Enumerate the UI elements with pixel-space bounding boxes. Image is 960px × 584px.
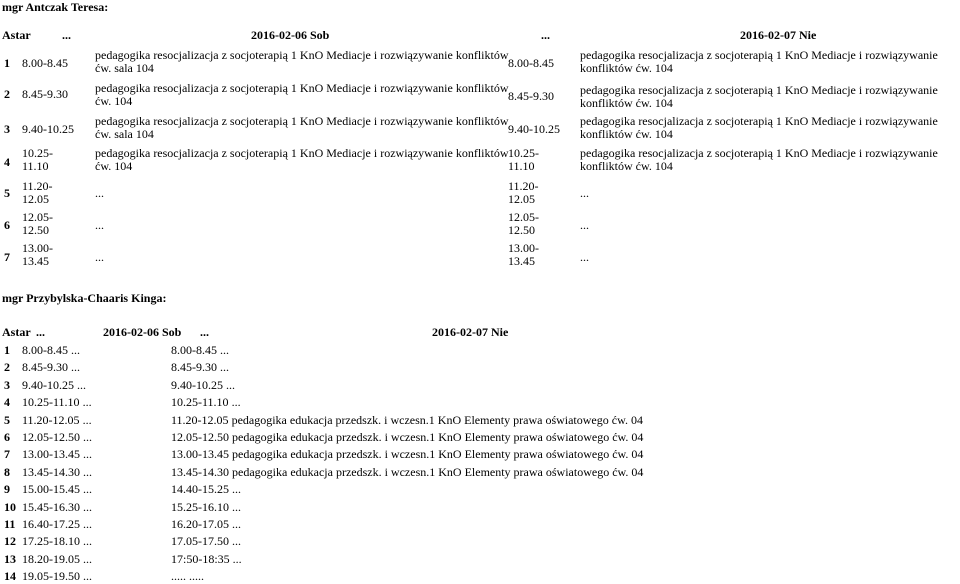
row-number: 6 xyxy=(4,430,10,444)
row-number: 11 xyxy=(4,517,16,531)
time-cell: 15.25-16.10 xyxy=(171,500,229,514)
row-number: 14 xyxy=(4,569,16,583)
header-dots: ... xyxy=(62,28,71,42)
subject-cell: pedagogika edukacja przedszk. i wczesn.1 KnO Elementy prawa oświatowego ćw. 04 xyxy=(232,447,644,461)
time-cell: 13.45-14.30 xyxy=(171,465,229,479)
row-number: 3 xyxy=(4,378,10,392)
time-cell: 17:50-18:35 xyxy=(171,552,230,566)
header-dots: ... xyxy=(200,325,209,339)
time-cell: 10.25-11.10 xyxy=(22,395,80,409)
subject-cell: ... xyxy=(232,534,241,548)
subject-cell: ... xyxy=(83,517,92,531)
row-number: 1 xyxy=(4,343,10,357)
time-cell: 9.40-10.25 xyxy=(508,122,560,136)
day2-slot xyxy=(171,378,235,393)
day1-slot xyxy=(22,482,92,497)
row-number: 7 xyxy=(4,250,10,264)
row-number: 5 xyxy=(4,413,10,427)
day1-slot xyxy=(22,378,86,393)
header-astar: Astar xyxy=(2,28,31,42)
time-cell: 13.00-13.45 xyxy=(22,447,80,461)
day2-slot xyxy=(171,569,204,584)
time-cell: 11.20- 12.05 xyxy=(22,179,53,206)
row-number: 8 xyxy=(4,465,10,479)
subject-cell: pedagogika edukacja przedszk. i wczesn.1 KnO Elementy prawa oświatowego ćw. 04 xyxy=(232,465,644,479)
day2-slot xyxy=(171,430,643,445)
time-cell: 10.25-11.10 xyxy=(171,395,229,409)
row-number: 6 xyxy=(4,218,10,232)
day2-slot xyxy=(171,534,241,549)
subject-cell: ... xyxy=(82,413,92,427)
row-number: 4 xyxy=(4,155,10,169)
subject-cell: ... xyxy=(232,517,241,531)
row-number: 1 xyxy=(4,56,10,70)
day1-slot xyxy=(22,343,80,358)
time-cell: 16.40-17.25 xyxy=(22,517,80,531)
subject-cell: ... xyxy=(220,360,229,374)
subject-cell: pedagogika resocjalizacja z socjoterapią 1 KnO Mediacje i rozwiązywanie konfliktów ćw. 104 xyxy=(580,114,938,141)
subject-cell: ... xyxy=(232,500,241,514)
subject-cell: ... xyxy=(83,465,92,479)
row-number: 7 xyxy=(4,447,10,461)
time-cell: 8.00-8.45 xyxy=(171,343,217,357)
subject-cell: ... xyxy=(83,569,92,583)
time-cell: 8.45-9.30 xyxy=(171,360,217,374)
day1-slot xyxy=(22,534,92,549)
subject-cell: ... xyxy=(77,378,86,392)
subject-cell: ... xyxy=(232,482,241,496)
time-cell: 12.05- 12.50 xyxy=(508,210,539,237)
time-cell: 19.05-19.50 xyxy=(22,569,80,583)
time-cell: 11.20-12.05 xyxy=(22,413,80,427)
subject-cell: pedagogika edukacja przedszk. i wczesn.1 KnO Elementy prawa oświatowego ćw. 04 xyxy=(231,413,643,427)
subject-cell: ... xyxy=(232,552,242,566)
time-cell: 18.20-19.05 xyxy=(22,552,80,566)
teacher-name: mgr Przybylska-Chaaris Kinga: xyxy=(2,291,167,305)
time-cell: 8.00-8.45 xyxy=(22,343,68,357)
subject-cell: ..... xyxy=(189,569,204,583)
time-cell: 13.00- 13.45 xyxy=(508,241,539,268)
time-cell: 10.25- 11.10 xyxy=(22,146,53,173)
row-number: 13 xyxy=(4,552,16,566)
time-cell: 12.05-12.50 xyxy=(22,430,80,444)
day1-slot xyxy=(22,569,92,584)
day1-slot xyxy=(22,430,92,445)
time-cell: 10.25- 11.10 xyxy=(508,146,539,173)
time-cell: 8.45-9.30 xyxy=(508,89,554,103)
time-cell: 9.40-10.25 xyxy=(22,122,74,136)
subject-cell: pedagogika resocjalizacja z socjoterapią 1 KnO Mediacje i rozwiązywanie konfliktów ćw. sala 104 xyxy=(95,114,509,141)
row-number: 5 xyxy=(4,186,10,200)
day1-slot xyxy=(22,500,92,515)
subject-cell: ... xyxy=(220,343,229,357)
time-cell: 9.40-10.25 xyxy=(171,378,223,392)
subject-cell: ... xyxy=(95,250,104,264)
day1-slot xyxy=(22,413,92,428)
time-cell: 15.00-15.45 xyxy=(22,482,80,496)
day2-slot xyxy=(171,552,242,567)
day2-slot xyxy=(171,360,229,375)
subject-cell: pedagogika resocjalizacja z socjoterapią 1 KnO Mediacje i rozwiązywanie konfliktów ćw. 104 xyxy=(95,146,509,173)
day2-slot xyxy=(171,500,241,515)
header-day1: 2016-02-06 Sob xyxy=(251,28,330,42)
time-cell: 17.05-17.50 xyxy=(171,534,229,548)
row-number: 2 xyxy=(4,87,10,101)
time-cell: 12.05- 12.50 xyxy=(22,210,53,237)
subject-cell: pedagogika resocjalizacja z socjoterapią 1 KnO Mediacje i rozwiązywanie konfliktów ćw. 104 xyxy=(95,81,509,108)
row-number: 2 xyxy=(4,360,10,374)
subject-cell: ... xyxy=(83,430,92,444)
day1-slot xyxy=(22,552,92,567)
day1-slot xyxy=(22,360,80,375)
day2-slot xyxy=(171,465,643,480)
time-cell: 12.05-12.50 xyxy=(171,430,229,444)
subject-cell: ... xyxy=(71,343,80,357)
row-number: 12 xyxy=(4,534,16,548)
header-dots: ... xyxy=(541,28,550,42)
header-day2: 2016-02-07 Nie xyxy=(740,28,817,42)
subject-cell: ... xyxy=(83,447,92,461)
day1-slot xyxy=(22,395,92,410)
subject-cell: ... xyxy=(580,186,589,200)
time-cell: 15.45-16.30 xyxy=(22,500,80,514)
subject-cell: pedagogika resocjalizacja z socjoterapią 1 KnO Mediacje i rozwiązywanie konfliktów ćw. 104 xyxy=(580,83,938,110)
subject-cell: ... xyxy=(95,186,104,200)
subject-cell: pedagogika edukacja przedszk. i wczesn.1 KnO Elementy prawa oświatowego ćw. 04 xyxy=(232,430,644,444)
subject-cell: pedagogika resocjalizacja z socjoterapią 1 KnO Mediacje i rozwiązywanie konfliktów ćw. 104 xyxy=(580,48,938,75)
subject-cell: ... xyxy=(580,218,589,232)
teacher-name: mgr Antczak Teresa: xyxy=(2,0,109,14)
row-number: 10 xyxy=(4,500,16,514)
header-astar: Astar xyxy=(2,325,31,339)
subject-cell: ... xyxy=(83,500,92,514)
time-cell: 8.00-8.45 xyxy=(508,56,554,70)
day2-slot xyxy=(171,413,643,428)
subject-cell: ... xyxy=(95,218,104,232)
time-cell: 11.20- 12.05 xyxy=(508,179,539,206)
subject-cell: ... xyxy=(83,552,92,566)
subject-cell: pedagogika resocjalizacja z socjoterapią 1 KnO Mediacje i rozwiązywanie konfliktów ćw. sala 104 xyxy=(95,48,509,75)
header-day2: 2016-02-07 Nie xyxy=(432,325,509,339)
subject-cell: ... xyxy=(82,395,92,409)
header-dots: ... xyxy=(36,325,45,339)
time-cell: 11.20-12.05 xyxy=(171,413,229,427)
time-cell: 14.40-15.25 xyxy=(171,482,229,496)
subject-cell: ... xyxy=(71,360,80,374)
day2-slot xyxy=(171,447,643,462)
time-cell: 8.00-8.45 xyxy=(22,56,68,70)
day2-slot xyxy=(171,482,241,497)
time-cell: 16.20-17.05 xyxy=(171,517,229,531)
time-cell: 17.25-18.10 xyxy=(22,534,80,548)
row-number: 4 xyxy=(4,395,10,409)
time-cell: 13.00- 13.45 xyxy=(22,241,53,268)
time-cell: 8.45-9.30 xyxy=(22,87,68,101)
day2-slot xyxy=(171,395,241,410)
time-cell: 8.45-9.30 xyxy=(22,360,68,374)
row-number: 3 xyxy=(4,122,10,136)
time-cell: 13.45-14.30 xyxy=(22,465,80,479)
day1-slot xyxy=(22,447,92,462)
time-cell: 13.00-13.45 xyxy=(171,447,229,461)
row-number: 9 xyxy=(4,482,10,496)
day2-slot xyxy=(171,343,229,358)
subject-cell: ... xyxy=(580,250,589,264)
subject-cell: ... xyxy=(83,534,92,548)
header-day1: 2016-02-06 Sob xyxy=(103,325,182,339)
subject-cell: ... xyxy=(83,482,92,496)
day1-slot xyxy=(22,465,92,480)
day1-slot xyxy=(22,517,92,532)
subject-cell: ... xyxy=(226,378,235,392)
subject-cell: pedagogika resocjalizacja z socjoterapią 1 KnO Mediacje i rozwiązywanie konfliktów ćw. 104 xyxy=(580,146,938,173)
day2-slot xyxy=(171,517,241,532)
subject-cell: ... xyxy=(231,395,241,409)
time-cell: ..... xyxy=(171,569,186,583)
time-cell: 9.40-10.25 xyxy=(22,378,74,392)
